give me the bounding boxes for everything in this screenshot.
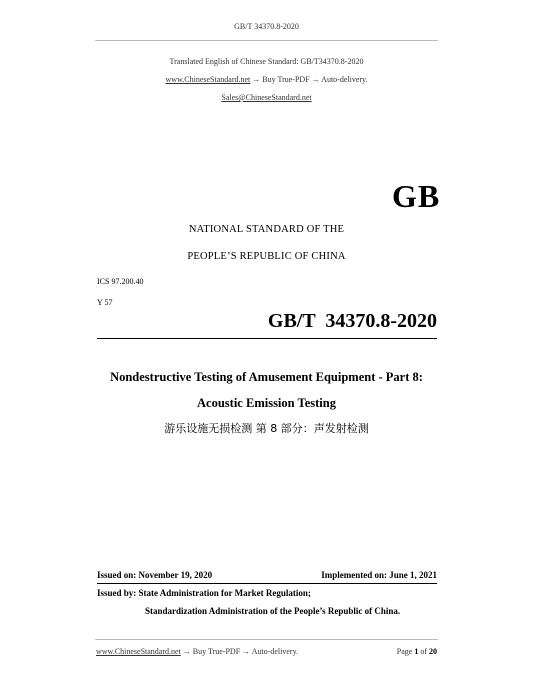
footer-rest: → Buy True-PDF → Auto-delivery. — [182, 647, 299, 656]
banner-line-2-rest: → Buy True-PDF → Auto-delivery. — [252, 75, 368, 84]
of-label: of — [420, 647, 427, 656]
banner-site-link[interactable]: www.ChineseStandard.net — [165, 75, 251, 84]
national-line-1: NATIONAL STANDARD OF THE — [188, 224, 345, 235]
y-code: Y 57 — [97, 298, 113, 307]
implemented-date: Implemented on: June 1, 2021 — [321, 570, 437, 580]
issuer-line-2: Standardization Administration of the People’s Republic of China. — [145, 606, 401, 616]
standard-number: GB/T 34370.8-2020 — [267, 310, 437, 332]
footer-page-indicator — [397, 647, 437, 656]
title-chinese: 游乐设施无损检测 第 8 部分：声发射检测 — [164, 422, 369, 435]
ics-code: ICS 97.200.40 — [97, 277, 144, 286]
banner-line-1: Translated English of Chinese Standard: GB/T34370.8-2020 — [169, 57, 364, 66]
standard-number-divider — [97, 338, 437, 339]
gb-logo: GB — [392, 178, 441, 214]
title-line-2: Acoustic Emission Testing — [197, 396, 336, 410]
issuer-line-1: Issued by: State Administration for Market Regulation; — [97, 588, 311, 598]
issued-date: Issued on: November 19, 2020 — [97, 570, 213, 580]
header-divider — [95, 40, 438, 41]
banner-line-3 — [0, 93, 533, 102]
banner-email-link[interactable]: Sales@ChineseStandard.net — [221, 93, 312, 102]
page-total: 20 — [429, 647, 437, 656]
dates-divider — [97, 583, 437, 584]
national-line-2: PEOPLE’S REPUBLIC OF CHINA — [187, 251, 346, 262]
footer-divider — [95, 639, 438, 640]
page-label: Page — [396, 647, 413, 656]
page-number: 1 — [414, 647, 419, 656]
title-line-1: Nondestructive Testing of Amusement Equipment - Part 8: — [110, 370, 423, 384]
footer-site-link[interactable]: www.ChineseStandard.net — [96, 647, 181, 656]
banner-line-2 — [0, 75, 533, 84]
running-header: GB/T 34370.8-2020 — [234, 22, 299, 31]
footer-left — [96, 647, 298, 656]
